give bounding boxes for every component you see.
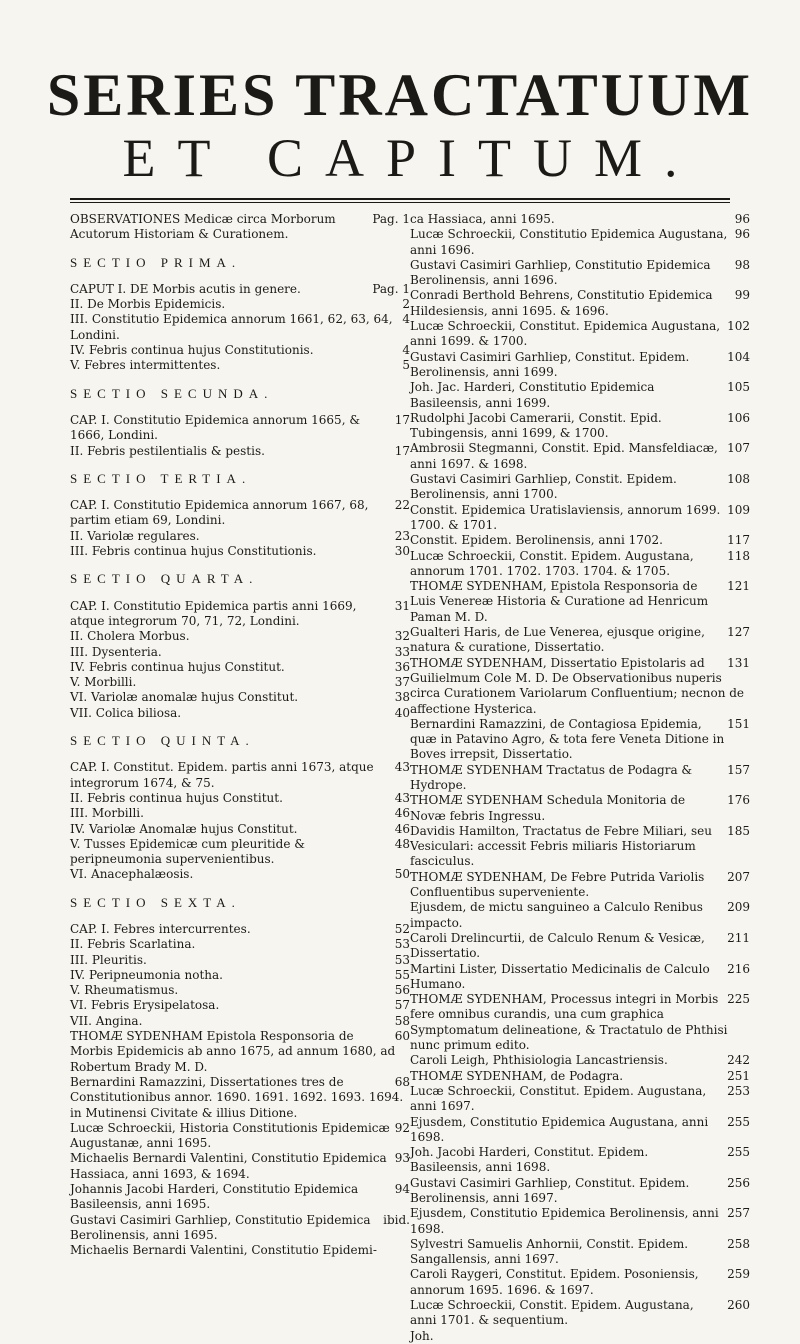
section-heading: SECTIO QUINTA.: [70, 733, 255, 749]
toc-entry: [70, 212, 410, 243]
toc-entry: [410, 212, 750, 227]
toc-page-number: 117: [727, 533, 750, 548]
toc-entry-text: V. Febres intermittentes.: [70, 358, 221, 373]
toc-entry-text: Lucæ Schroeckii, Constitutio Epidemica Augustana, anni 1696.: [410, 227, 728, 257]
page-title: SERIES TRACTATUUM: [46, 62, 754, 128]
toc-page-number: 131: [727, 655, 750, 670]
toc-entry: [410, 1084, 750, 1115]
toc-page-number: 37: [394, 675, 410, 690]
toc-page-number: 118: [727, 548, 750, 563]
toc-entry: [70, 675, 410, 690]
toc-page-number: 107: [727, 441, 750, 456]
toc-entry-text: Davidis Hamilton, Tractatus de Febre Miliari, seu Vesiculari: accessit Febris miliaris Historiarum fasciculus.: [410, 823, 712, 869]
toc-page-number: 92: [394, 1120, 410, 1135]
toc-entry: [410, 380, 750, 411]
toc-page-number: 109: [727, 502, 750, 517]
toc-entry: [70, 983, 410, 998]
toc-entry-text: Ejusdem, de mictu sanguineo a Calculo Renibus impacto.: [410, 900, 703, 930]
toc-page-number: 127: [727, 625, 750, 640]
toc-entry: [410, 1115, 750, 1146]
toc-entry-text: IV. Variolæ Anomalæ hujus Constitut.: [70, 821, 298, 836]
toc-page-number: 53: [394, 952, 410, 967]
toc-entry: [410, 227, 750, 258]
toc-entry-text: Caroli Drelincurtii, de Calculo Renum & Vesicæ, Dissertatio.: [410, 930, 705, 961]
toc-entry-text: Joh.: [410, 1328, 434, 1343]
toc-entry: [410, 717, 750, 763]
toc-entry-text: Gustavi Casimiri Garhliep, Constitut. Epidem. Berolinensis, anni 1699.: [410, 349, 690, 379]
toc-page-number: 255: [727, 1114, 750, 1129]
toc-page-number: 17: [394, 443, 410, 458]
toc-entry-text: THOMÆ SYDENHAM Epistola Responsoria de Morbis Epidemicis ab anno 1675, ad annum 1680, ad Robertum Brady M. D.: [70, 1029, 396, 1074]
toc-entry: [70, 806, 410, 821]
toc-entry: [410, 472, 750, 503]
toc-page-number: 211: [727, 930, 750, 945]
toc-page-number: 259: [727, 1267, 750, 1282]
toc-entry: [410, 350, 750, 381]
toc-entry: [70, 968, 410, 983]
toc-entry-text: II. Variolæ regulares.: [70, 528, 200, 543]
toc-entry-text: Michaelis Bernardi Valentini, Constitutio Epidemica Hassiaca, anni 1693, & 1694.: [70, 1151, 387, 1181]
header-rule: [70, 198, 730, 200]
toc-entry: [70, 706, 410, 721]
toc-entry-text: II. Cholera Morbus.: [70, 629, 190, 644]
toc-entry-text: CAP. I. Constitutio Epidemica partis anni 1669, atque integrorum 70, 71, 72, Londini.: [70, 598, 357, 628]
toc-entry-text: CAPUT I. DE Morbis acutis in genere.: [70, 281, 301, 296]
toc-page-number: 207: [727, 869, 750, 884]
toc-entry-text: II. De Morbis Epidemicis.: [70, 297, 226, 312]
toc-entry: [70, 660, 410, 675]
toc-page-number: 22: [394, 498, 410, 513]
toc-entry: [410, 1176, 750, 1207]
toc-entry: [410, 1145, 750, 1176]
toc-entry: [70, 1075, 410, 1121]
toc-page-number: 98: [734, 257, 750, 272]
toc-entry: [70, 937, 410, 952]
toc-page-number: 216: [727, 961, 750, 976]
toc-entry-text: Lucæ Schroeckii, Constit. Epidem. Augustana, anni 1701. & sequentium.: [410, 1298, 694, 1328]
toc-entry-text: Johannis Jacobi Harderi, Constitutio Epidemica Basileensis, anni 1695.: [70, 1182, 359, 1212]
toc-entry: [410, 625, 750, 656]
header-rule-thin: [70, 202, 730, 203]
toc-entry: [70, 444, 410, 459]
toc-entry-text: CAP. I. Constitut. Epidem. partis anni 1673, atque integrorum 1674, & 75.: [70, 760, 374, 790]
toc-entry: [410, 1206, 750, 1237]
toc-entry-text: THOMÆ SYDENHAM Tractatus de Podagra & Hydrope.: [410, 762, 693, 792]
toc-entry-text: Joh. Jac. Harderi, Constitutio Epidemica Basileensis, anni 1699.: [410, 380, 655, 410]
toc-entry-text: THOMÆ SYDENHAM, Dissertatio Epistolaris ad Guilielmum Cole M. D. De Observationibus nuperis circa Curationem Variolarum Confluentium; necnon de affectione Hysterica.: [410, 655, 745, 716]
toc-page-number: 46: [394, 806, 410, 821]
toc-entry: [410, 962, 750, 993]
section-heading: SECTIO QUARTA.: [70, 571, 259, 587]
toc-entry-text: Gustavi Casimiri Garhliep, Constitut. Epidem. Berolinensis, anni 1697.: [410, 1175, 690, 1205]
toc-entry: [410, 1298, 750, 1329]
toc-entry: [410, 793, 750, 824]
toc-page-number: 2: [402, 297, 410, 312]
toc-entry-text: THOMÆ SYDENHAM Schedula Monitoria de Novæ febris Ingressu.: [410, 793, 686, 823]
toc-entry: [410, 441, 750, 472]
toc-entry-text: Conradi Berthold Behrens, Constitutio Epidemica Hildesiensis, anni 1695. & 1696.: [410, 288, 713, 318]
toc-entry-text: III. Morbilli.: [70, 806, 144, 821]
toc-page-number: 225: [727, 992, 750, 1007]
toc-entry-text: Martini Lister, Dissertatio Medicinalis de Calculo Humano.: [410, 961, 710, 991]
toc-entry: [410, 1267, 750, 1298]
toc-entry-text: CAP. I. Febres intercurrentes.: [70, 921, 251, 936]
toc-page-number: 157: [727, 762, 750, 777]
toc-entry-text: Lucæ Schroeckii, Constit. Epidem. Augustana, annorum 1701. 1702. 1703. 1704. & 1705.: [410, 548, 694, 578]
toc-entry: [70, 645, 410, 660]
toc-entry: [70, 867, 410, 882]
toc-page-number: 106: [727, 410, 750, 425]
toc-entry: [70, 791, 410, 806]
page-subtitle: ET CAPITUM.: [122, 128, 700, 188]
toc-entry-text: Joh. Jacobi Harderi, Constitut. Epidem. Basileensis, anni 1698.: [410, 1145, 649, 1175]
toc-page-number: 209: [727, 900, 750, 915]
toc-entry-text: THOMÆ SYDENHAM, de Podagra.: [410, 1068, 624, 1083]
toc-entry-text: Lucæ Schroeckii, Constitut. Epidemica Augustana, anni 1699. & 1700.: [410, 319, 721, 349]
toc-entry-text: III. Dysenteria.: [70, 644, 162, 659]
toc-page-number: 256: [727, 1175, 750, 1190]
toc-entry-text: II. Febris pestilentialis & pestis.: [70, 443, 265, 458]
toc-page-number: 52: [394, 921, 410, 936]
toc-page-number: 176: [727, 793, 750, 808]
toc-entry: [70, 413, 410, 444]
toc-entry: [410, 1237, 750, 1268]
toc-entry-text: Constit. Epidem. Berolinensis, anni 1702.: [410, 533, 663, 548]
toc-page-number: 255: [727, 1145, 750, 1160]
toc-entry: [70, 343, 410, 358]
toc-entry: [70, 599, 410, 630]
toc-entry: [410, 763, 750, 794]
toc-entry-text: Lucæ Schroeckii, Constitut. Epidem. Augustana, anni 1697.: [410, 1083, 707, 1114]
toc-entry: [70, 760, 410, 791]
toc-page-number: 38: [394, 690, 410, 705]
toc-entry-text: II. Febris continua hujus Constitut.: [70, 790, 283, 805]
toc-entry-text: V. Rheumatismus.: [70, 983, 179, 998]
toc-entry: [70, 358, 410, 373]
toc-entry-text: III. Febris continua hujus Constitutionis.: [70, 544, 317, 559]
toc-page-number: 251: [727, 1068, 750, 1083]
toc-entry: [70, 1029, 410, 1075]
toc-page-number: 56: [394, 983, 410, 998]
toc-page-number: 17: [394, 412, 410, 427]
toc-page-number: 53: [394, 937, 410, 952]
toc-page-number: 185: [727, 823, 750, 838]
toc-entry: [70, 297, 410, 312]
toc-page-number: 50: [394, 867, 410, 882]
toc-entry: [410, 579, 750, 625]
toc-page-number: ibid.: [383, 1212, 410, 1227]
toc-entry-text: Bernardini Ramazzini, de Contagiosa Epidemia, quæ in Patavino Agro, & tota fere Veneta Ditione in Boves irrepsit, Dissertatio.: [410, 716, 725, 762]
toc-page-number: 121: [727, 579, 750, 594]
toc-entry-text: CAP. I. Constitutio Epidemica annorum 1667, 68, partim etiam 69, Londini.: [70, 498, 369, 528]
toc-entry-text: VI. Anacephalæosis.: [70, 867, 194, 882]
toc-page-number: 257: [727, 1206, 750, 1221]
toc-entry: [410, 870, 750, 901]
section-heading: SECTIO SECUNDA.: [70, 385, 274, 401]
toc-entry-text: Gustavi Casimiri Garhliep, Constit. Epidem. Berolinensis, anni 1700.: [410, 472, 677, 502]
toc-entry-text: VII. Colica biliosa.: [70, 705, 182, 720]
toc-entry-text: Caroli Leigh, Phthisiologia Lancastriensis.: [410, 1053, 668, 1068]
toc-page-number: 105: [727, 380, 750, 395]
toc-entry: [70, 998, 410, 1013]
section-heading: SECTIO PRIMA.: [70, 254, 242, 270]
toc-entry: [70, 922, 410, 937]
toc-entry: [410, 931, 750, 962]
toc-entry-text: Ambrosii Stegmanni, Constit. Epid. Mansfeldiacæ, anni 1697. & 1698.: [410, 441, 718, 471]
toc-entry-text: CAP. I. Constitutio Epidemica annorum 1665, & 1666, Londini.: [70, 412, 361, 443]
toc-entry-text: V. Morbilli.: [70, 675, 137, 690]
toc-entry: [410, 258, 750, 289]
toc-entry: [70, 544, 410, 559]
toc-entry: [410, 900, 750, 931]
toc-entry: [70, 1182, 410, 1213]
toc-entry-text: IV. Peripneumonia notha.: [70, 967, 223, 982]
toc-entry-text: VI. Febris Erysipelatosa.: [70, 998, 220, 1013]
toc-page-number: 4: [402, 343, 410, 358]
toc-page-number: 43: [394, 760, 410, 775]
toc-entry: [410, 533, 750, 548]
toc-entry: [410, 319, 750, 350]
toc-page-number: 36: [394, 659, 410, 674]
toc-entry-text: ca Hassiaca, anni 1695.: [410, 212, 555, 226]
toc-entry-text: IV. Febris continua hujus Constitut.: [70, 659, 285, 674]
toc-entry-text: Michaelis Bernardi Valentini, Constitutio Epidemi-: [70, 1243, 377, 1258]
toc-page-number: 93: [394, 1151, 410, 1166]
toc-entry: [410, 1329, 750, 1344]
toc-page-number: 151: [727, 716, 750, 731]
toc-entry-text: THOMÆ SYDENHAM, Epistola Responsoria de Luis Venereæ Historia & Curatione ad Henricum Paman M. D.: [410, 579, 709, 624]
toc-page-number: 46: [394, 821, 410, 836]
toc-page-number: 96: [734, 212, 750, 226]
toc-entry-text: VI. Variolæ anomalæ hujus Constitut.: [70, 690, 299, 705]
toc-entry: [410, 503, 750, 534]
toc-entry-text: II. Febris Scarlatina.: [70, 937, 196, 952]
toc-entry: [70, 282, 410, 297]
toc-entry-text: THOMÆ SYDENHAM, De Febre Putrida Variolis Confluentibus superveniente.: [410, 869, 705, 900]
toc-entry-text: Ejusdem, Constitutio Epidemica Augustana, anni 1698.: [410, 1114, 709, 1144]
toc-entry: [70, 690, 410, 705]
toc-entry-text: Sylvestri Samuelis Anhornii, Constit. Epidem. Sangallensis, anni 1697.: [410, 1236, 689, 1267]
toc-entry-text: Ejusdem, Constitutio Epidemica Berolinensis, anni 1698.: [410, 1206, 719, 1236]
toc-entry: [70, 1121, 410, 1152]
toc-page-number: 40: [394, 705, 410, 720]
toc-entry: [410, 1069, 750, 1084]
toc-entry: [70, 529, 410, 544]
toc-page-number: 43: [394, 790, 410, 805]
toc-page-number: 260: [727, 1298, 750, 1313]
toc-page-number: 94: [394, 1182, 410, 1197]
toc-entry-text: Gustavi Casimiri Garhliep, Constitutio Epidemica Berolinensis, anni 1695.: [70, 1212, 371, 1242]
toc-entry: [70, 1014, 410, 1029]
toc-entry-text: Gustavi Casimiri Garhliep, Constitutio Epidemica Berolinensis, anni 1696.: [410, 257, 711, 288]
toc-entry: [70, 837, 410, 868]
toc-page-number: 253: [727, 1083, 750, 1098]
toc-entry: [410, 992, 750, 1053]
toc-entry: [70, 1243, 410, 1258]
toc-page-number: 58: [394, 1013, 410, 1028]
toc-entry-text: OBSERVATIONES Medicæ circa Morborum Acutorum Historiam & Curationem.: [70, 212, 336, 242]
toc-entry: [70, 312, 410, 343]
toc-page-number: 96: [734, 227, 750, 242]
toc-page-number: 31: [394, 598, 410, 613]
toc-page-number: 23: [394, 528, 410, 543]
toc-page-number: Pag. 1: [372, 212, 410, 226]
toc-page-number: 108: [727, 472, 750, 487]
toc-entry-text: Lucæ Schroeckii, Historia Constitutionis Epidemicæ Augustanæ, anni 1695.: [70, 1120, 390, 1151]
toc-page-number: 99: [734, 288, 750, 303]
section-heading: SECTIO SEXTA.: [70, 894, 241, 910]
toc-entry-text: IV. Febris continua hujus Constitutionis.: [70, 343, 314, 358]
section-heading: SECTIO TERTIA.: [70, 470, 252, 486]
toc-page-number: 48: [394, 836, 410, 851]
toc-page-number: 102: [727, 319, 750, 334]
toc-entry: [70, 1151, 410, 1182]
toc-page-number: 68: [394, 1074, 410, 1089]
right-column: [410, 212, 750, 1344]
toc-page-number: 33: [394, 644, 410, 659]
toc-entry-text: Caroli Raygeri, Constitut. Epidem. Posoniensis, annorum 1695. 1696. & 1697.: [410, 1267, 699, 1297]
toc-entry: [410, 411, 750, 442]
toc-entry-text: V. Tusses Epidemicæ cum pleuritide & peripneumonia supervenientibus.: [70, 836, 305, 867]
toc-page-number: 32: [394, 629, 410, 644]
toc-entry: [70, 953, 410, 968]
toc-entry-text: Rudolphi Jacobi Camerarii, Constit. Epid. Tubingensis, anni 1699, & 1700.: [410, 410, 662, 441]
toc-entry-text: III. Pleuritis.: [70, 952, 147, 967]
toc-page-number: 57: [394, 998, 410, 1013]
toc-entry-text: VII. Angina.: [70, 1013, 143, 1028]
toc-entry: [410, 824, 750, 870]
toc-page-number: 60: [394, 1029, 410, 1044]
left-column: [70, 212, 410, 1259]
toc-entry: [410, 1053, 750, 1068]
toc-entry: [410, 656, 750, 717]
toc-entry-text: Bernardini Ramazzini, Dissertationes tres de Constitutionibus annor. 1690. 1691. 1692. 1693. 1694. in Mutinensi Civitate & illius Ditione.: [70, 1074, 404, 1120]
toc-entry: [70, 1213, 410, 1244]
toc-entry: [70, 498, 410, 529]
toc-entry: [410, 288, 750, 319]
toc-entry-text: Constit. Epidemica Uratislaviensis, annorum 1699. 1700. & 1701.: [410, 502, 721, 532]
toc-page-number: 258: [727, 1236, 750, 1251]
toc-entry: [410, 549, 750, 580]
toc-page-number: 242: [727, 1053, 750, 1068]
toc-page-number: 4: [402, 312, 410, 327]
toc-entry: [70, 629, 410, 644]
toc-entry-text: THOMÆ SYDENHAM, Processus integri in Morbis fere omnibus curandis, una cum graphica Symptomatum delineatione, & Tractatulo de Phthisi nunc primum edito.: [410, 992, 728, 1053]
toc-page-number: 55: [394, 967, 410, 982]
toc-page-number: 5: [402, 358, 410, 373]
toc-page-number: 30: [394, 544, 410, 559]
toc-entry-text: Gualteri Haris, de Lue Venerea, ejusque origine, natura & curatione, Dissertatio.: [410, 625, 705, 655]
toc-entry: [70, 822, 410, 837]
toc-entry-text: III. Constitutio Epidemica annorum 1661, 62, 63, 64, Londini.: [70, 312, 393, 342]
toc-page-number: 104: [727, 349, 750, 364]
toc-page-number: Pag. 1: [372, 281, 410, 296]
